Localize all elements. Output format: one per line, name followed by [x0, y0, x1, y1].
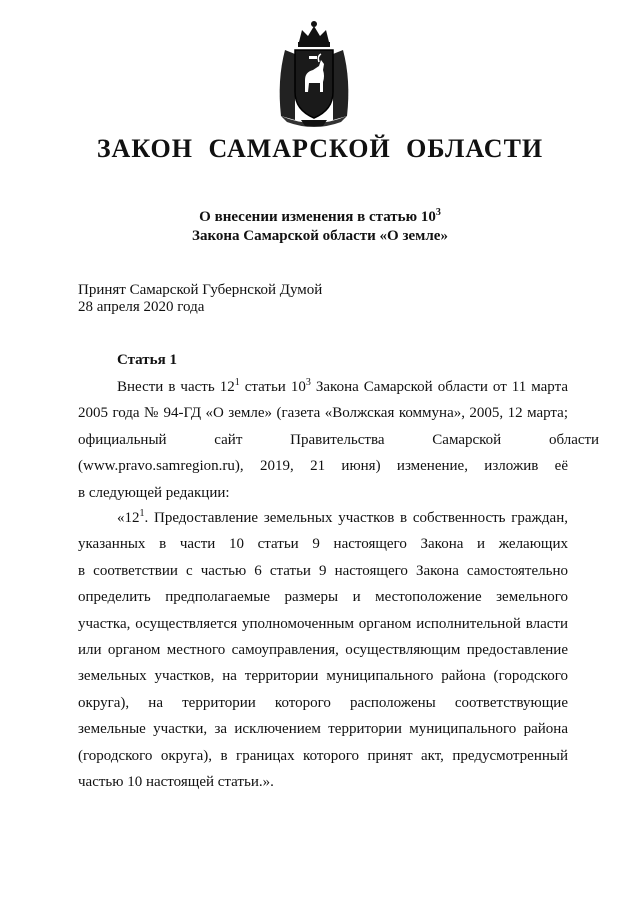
subtitle-superscript: 3: [435, 207, 441, 218]
paragraph-line: частью 10 настоящей статьи.».: [78, 774, 274, 791]
paragraph-line: (городского округа), в границах которого принят акт, предусмотренный: [78, 747, 568, 764]
paragraph-line: (www.pravo.samregion.ru), 2019, 21 июня) изменение, изложив её: [78, 458, 568, 475]
adoption-info: [78, 282, 478, 316]
adoption-date: 28 апреля 2020 года: [78, 299, 205, 315]
paragraph-line: земельные участки, за исключением территории муниципального района: [78, 721, 568, 738]
article-paragraph-2: [78, 505, 568, 795]
law-subtitle: [0, 208, 640, 246]
subtitle-line-2: Закона Самарской области «О земле»: [192, 228, 448, 244]
paragraph-line: определить предполагаемые размеры и местоположение земельного: [78, 589, 568, 606]
paragraph-line: участка, осуществляется уполномоченным органом исполнительной власти: [78, 615, 568, 632]
paragraph-line: Внести в часть $12^1$ статьи $10^3$ Закона Самарской области от 11 марта: [117, 377, 568, 395]
law-title: ЗАКОН САМАРСКОЙ ОБЛАСТИ: [96, 134, 544, 163]
article-paragraph-1: [78, 374, 600, 506]
paragraph-line: или органом местного самоуправления, осуществляющим предоставление: [78, 642, 568, 659]
article-heading: Статья 1: [117, 352, 177, 368]
paragraph-line: указанных в части 10 статьи 9 настоящего Закона и желающих: [78, 536, 568, 553]
paragraph-line: округа), на территории которого расположены соответствующие: [78, 694, 568, 711]
paragraph-line: официальный сайт Правительства Самарской области: [78, 431, 600, 448]
subtitle-text: О внесении изменения в статью 10: [199, 209, 436, 225]
paragraph-line: в следующей редакции:: [78, 484, 230, 501]
paragraph-line: «$12^1$. Предоставление земельных участков в собственность граждан,: [117, 508, 568, 526]
paragraph-line: земельных участков, на территории муниципального района (городского: [78, 668, 568, 685]
paragraph-line: в соответствии с частью 6 статьи 9 настоящего Закона самостоятельно: [78, 562, 568, 579]
adoption-body: Принят Самарской Губернской Думой: [78, 282, 323, 298]
subtitle-line-1: [0, 208, 640, 227]
paragraph-line: 2005 года № 94-ГД «О земле» (газета «Волжская коммуна», 2005, 12 марта;: [78, 405, 568, 422]
samara-coat-of-arms-icon: [271, 20, 357, 128]
